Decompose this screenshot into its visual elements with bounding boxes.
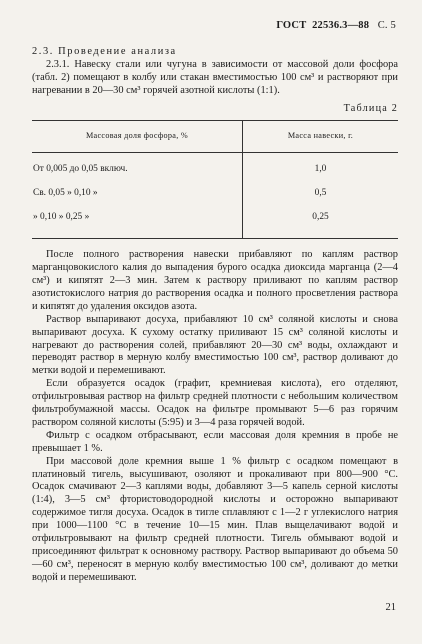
- table-row: [32, 208, 398, 238]
- paragraph-silicon-treatment: При массовой доле кремния выше 1 % фильтр с осадком помещают в платиновый тигель, высушивают, озоляют и прокаливают при 800—900 °С. Осадок смачивают 2—3 каплями воды, добавляют 3—5 капель серной кислоты (1:4), 3—5 см³ фтористоводородной кислоты и осторожно выпаривают содержимое тигля досуха. Осадок в тигле сплавляют с 1—2 г углекислого натрия при 1000—1100 °С в течение 10—15 мин. Плав выщелачивают водой и отфильтровывают на фильтр средней плотности. Тигель обмывают водой и присоединяют фильтрат к основному раствору. Раствор выпаривают до объема 50—60 см³, переносят в мерную колбу вместимостью 100 см³, доливают до метки водой и перемешивают.: [32, 455, 398, 583]
- table-header-mass: Масса навески, г.: [243, 120, 399, 153]
- table-cell-mass: 0,5: [314, 188, 327, 199]
- body-text: [32, 249, 398, 585]
- page-number: 21: [385, 602, 396, 613]
- table-cell-mass: 0,25: [243, 208, 399, 238]
- paragraph-filter-discard: Фильтр с осадком отбрасывают, если массовая доля кремния в пробе не превышает 1 %.: [32, 429, 398, 454]
- table-cell-range: » 0,10 » 0,25 »: [32, 208, 243, 238]
- table-cell-mass: 1,0: [314, 164, 327, 175]
- paragraph-2-3-1: 2.3.1. Навеску стали или чугуна в зависимости от массовой доли фосфора (табл. 2) помещают в колбу или стакан вместимостью 100 см³ и растворяют при нагревании в 20—30 см³ горячей азотной кислоты (1:1).: [32, 58, 398, 96]
- page-content: [32, 46, 398, 585]
- table-header-phosphorus: Массовая доля фосфора, %: [32, 120, 243, 153]
- header-gost: ГОСТ: [276, 20, 307, 31]
- paragraph-evaporation: Раствор выпаривают досуха, прибавляют 10 см³ соляной кислоты и снова выпаривают досуха. К сухому остатку приливают 15 см³ соляной кислоты и нагревают до растворения солей, прибавляют 20—30 см³ воды, охлаждают и переводят раствор в мерную колбу вместимостью 100 см³, раствор доливают до метки водой и перемешивают.: [32, 313, 398, 377]
- table-header-row: [32, 120, 398, 153]
- paragraph-sediment: Если образуется осадок (графит, кремниевая кислота), его отделяют, отфильтровывая раствор на фильтр средней плотности с небольшим количеством фильтробумажной массы. Осадок на фильтре промывают 5—6 раз горячим раствором соляной кислоты (5:95) и 3—4 раза горячей водой.: [32, 378, 398, 428]
- header-page: С. 5: [377, 20, 396, 31]
- page-header: [276, 20, 396, 31]
- table-row: [32, 184, 398, 208]
- section-title: 2.3. Проведение анализа: [32, 46, 177, 57]
- paragraph-dissolution: После полного растворения навески прибавляют по каплям раствор марганцовокислого калия до выпадения бурого осадка диоксида марганца (2—4 см³) и кипятят 2—3 мин. Затем к раствору приливают по каплям раствор азотистокислого натрия до растворения осадка и полного просветления раствора и кипятят до удаления оксидов азота.: [32, 249, 398, 312]
- table-2: [32, 120, 398, 240]
- table-cell-range: От 0,005 до 0,05 включ.: [32, 153, 243, 184]
- table-row: [32, 153, 398, 184]
- table-cell-range: Св. 0,05 » 0,10 »: [32, 184, 243, 208]
- table-label: Таблица 2: [343, 102, 398, 114]
- header-standard-number: 22536.3—88: [312, 20, 370, 31]
